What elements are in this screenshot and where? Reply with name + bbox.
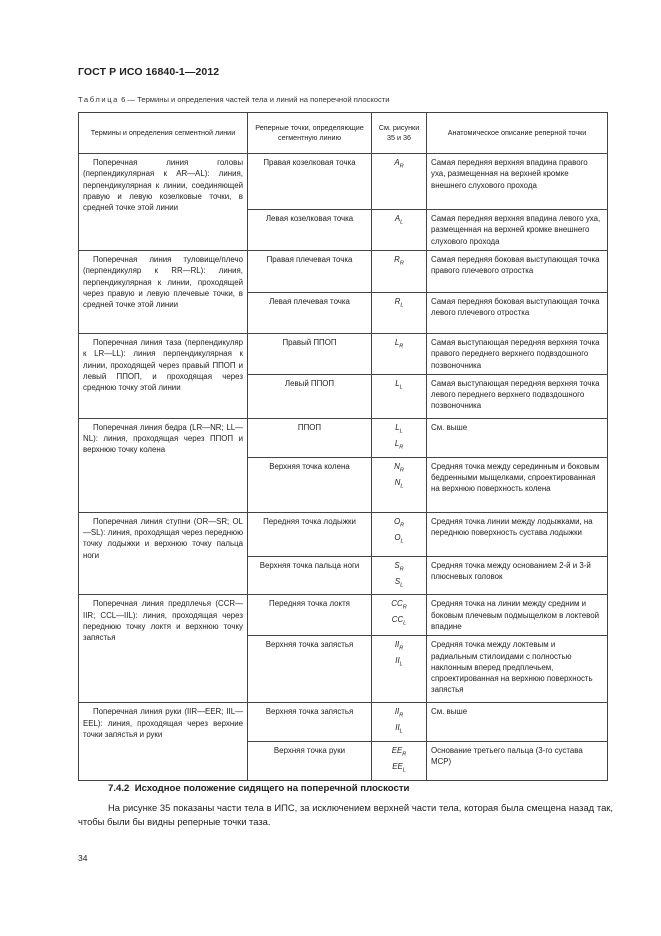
table-row	[79, 595, 608, 636]
anatomy-desc-cell: Самая передняя боковая выступающая точка правого плечевого отростка	[427, 251, 608, 293]
table-row	[79, 154, 608, 210]
anatomy-desc-cell: Средняя точка между серединным и боковым бедренными мыщелками, спроектированная на верхнюю поверхность колена	[427, 457, 608, 512]
figure-symbol-cell: $S_R$ $S_L$	[372, 556, 427, 595]
figure-symbol-cell: $R_L$	[372, 293, 427, 334]
anatomy-desc-cell: Самая передняя боковая выступающая точка левого плечевого отростка	[427, 293, 608, 334]
anatomy-desc-cell: Самая передняя верхняя впадина левого уха, размещенная на верхней кромке внешнего слухового прохода	[427, 210, 608, 251]
section-title: Исходное положение сидящего на поперечной плоскости	[134, 783, 410, 794]
terms-table	[78, 112, 608, 781]
document-header: ГОСТ Р ИСО 16840-1—2012	[78, 66, 220, 78]
figure-symbol-cell: $R_R$	[372, 251, 427, 293]
figure-symbol-cell: $N_R$ $N_L$	[372, 457, 427, 512]
term-cell: Поперечная линия предплечья (CCR—IIR; CCL—IIL): линия, проходящая через переднюю точку локтя и верхнюю точку запястья	[79, 595, 248, 703]
ref-point-cell: Передняя точка лодыжки	[248, 512, 372, 556]
section-heading	[108, 783, 409, 794]
ref-point-cell: Левая козелковая точка	[248, 210, 372, 251]
caption-label: Таблица	[78, 95, 119, 104]
anatomy-desc-cell: Самая выступающая передняя верхняя точка левого переднего верхнего подвздошного позвоночника	[427, 374, 608, 418]
term-cell: Поперечная линия руки (IIR—EER; IIL—EEL): линия, проходящая через верхние точки запястья и руки	[79, 703, 248, 781]
ref-point-cell: Верхняя точка пальца ноги	[248, 556, 372, 595]
ref-point-cell: Верхняя точка запястья	[248, 703, 372, 742]
table-row	[79, 334, 608, 375]
col-header-terms: Термины и определения сегментной линии	[79, 113, 248, 154]
table-header-row	[79, 113, 608, 154]
figure-symbol-cell: $CC_R$ $CC_L$	[372, 595, 427, 636]
ref-point-cell: Левый ППОП	[248, 374, 372, 418]
section-number: 7.4.2	[108, 783, 130, 794]
ref-point-cell: Передняя точка локтя	[248, 595, 372, 636]
anatomy-desc-cell: Основание третьего пальца (3-го сустава МСР)	[427, 742, 608, 781]
caption-text: 6 — Термины и определения частей тела и линий на поперечной плоскости	[118, 95, 390, 104]
figure-symbol-cell: $II_R$ $II_L$	[372, 636, 427, 703]
ref-point-cell: Правый ППОП	[248, 334, 372, 375]
term-cell: Поперечная линия туловище/плечо (перпендикуляр к RR—RL): линия, перпендикулярная к линии, проходящей через правую и левую плечевые точки, в средней точке этой линии	[79, 251, 248, 334]
term-cell: Поперечная линия головы (перпендикулярная к AR—AL): линия, перпендикулярная к линии, соединяющей правую и левую козелковые точки, в средней точке этой линии	[79, 154, 248, 251]
ref-point-cell: Левая плечевая точка	[248, 293, 372, 334]
figure-symbol-cell: $II_R$ $II_L$	[372, 703, 427, 742]
table-row	[79, 418, 608, 457]
anatomy-desc-cell: Самая выступающая передняя верхняя точка правого переднего верхнего подвздошного позвоночника	[427, 334, 608, 375]
table-row	[79, 251, 608, 293]
anatomy-desc-cell: См. выше	[427, 703, 608, 742]
anatomy-desc-cell: Средняя точка линии между лодыжками, на переднюю поверхность сустава лодыжки	[427, 512, 608, 556]
ref-point-cell: Верхняя точка колена	[248, 457, 372, 512]
term-cell: Поперечная линия бедра (LR—NR; LL—NL): линия, проходящая через ППОП и верхнюю точку колена	[79, 418, 248, 512]
anatomy-desc-cell: Средняя точка на линии между средним и боковым плечевым подмыщелком в локтевой впадине	[427, 595, 608, 636]
figure-symbol-cell: $L_L$ $L_R$	[372, 418, 427, 457]
figure-symbol-cell: $L_L$	[372, 374, 427, 418]
term-cell: Поперечная линия таза (перпендикуляр к LR—LL): линия перпендикулярная к линии, проходящей через правый ППОП и левый ППОП, и проходящая через среднюю точку этой линии	[79, 334, 248, 419]
table-row	[79, 512, 608, 556]
anatomy-desc-cell: Средняя точка между основанием 2-й и 3-й плюсневых головок	[427, 556, 608, 595]
term-cell: Поперечная линия ступни (OR—SR; OL—SL): линия, проходящая через переднюю точку лодыжки и верхнюю точку пальца ноги	[79, 512, 248, 595]
ref-point-cell: Верхняя точка запястья	[248, 636, 372, 703]
ref-point-cell: Правая плечевая точка	[248, 251, 372, 293]
ref-point-cell: Верхняя точка руки	[248, 742, 372, 781]
ref-point-cell: ППОП	[248, 418, 372, 457]
page-number: 34	[78, 853, 88, 863]
body-paragraph: На рисунке 35 показаны части тела в ИПС, за исключением верхней части тела, которая была смещена назад так, чтобы были бы видны реперные точки таза.	[78, 802, 613, 827]
figure-symbol-cell: $L_R$	[372, 334, 427, 375]
figure-symbol-cell: $A_L$	[372, 210, 427, 251]
anatomy-desc-cell: Средняя точка между локтевым и радиальным стилоидами с полностью наклонным вперед предплечьем, спроектированная на верхнюю поверхность запястья	[427, 636, 608, 703]
figure-symbol-cell: $O_R$ $O_L$	[372, 512, 427, 556]
figure-symbol-cell: $A_R$	[372, 154, 427, 210]
ref-point-cell: Правая козелковая точка	[248, 154, 372, 210]
col-header-ref-points: Реперные точки, определяющие сегментную линию	[248, 113, 372, 154]
anatomy-desc-cell: Самая передняя верхняя впадина правого уха, размещенная на верхней кромке внешнего слухового прохода	[427, 154, 608, 210]
col-header-figures: См. рисунки 35 и 36	[372, 113, 427, 154]
table-row	[79, 703, 608, 742]
table-caption	[78, 95, 390, 104]
figure-symbol-cell: $EE_R$ $EE_L$	[372, 742, 427, 781]
col-header-anatomy: Анатомическое описание реперной точки	[427, 113, 608, 154]
anatomy-desc-cell: См. выше	[427, 418, 608, 457]
